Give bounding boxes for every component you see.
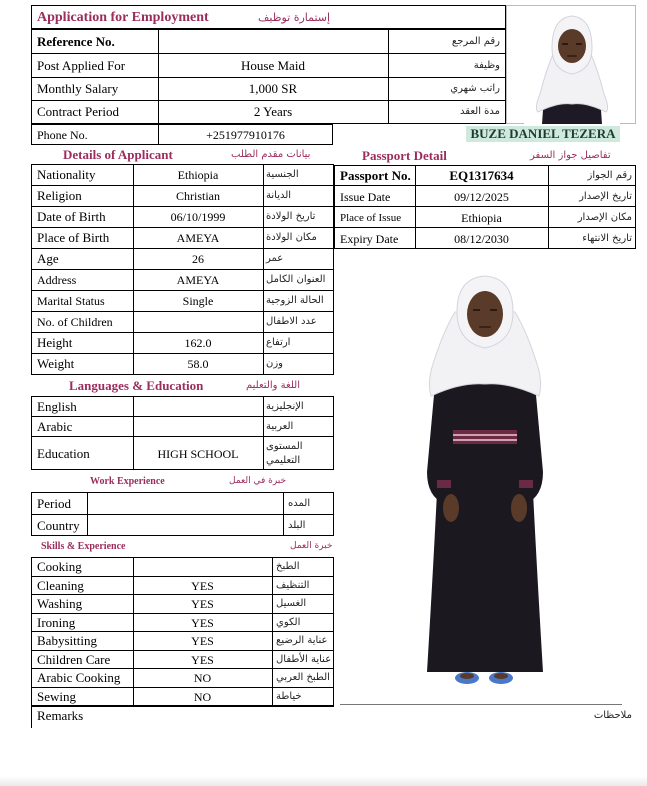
address-label: Address bbox=[37, 273, 77, 287]
education-label: Education bbox=[37, 446, 90, 461]
applicant-section-title: Details of Applicant bbox=[63, 147, 173, 162]
cleaning-ar: التنظيف bbox=[276, 580, 310, 591]
period-label: Period bbox=[37, 496, 71, 511]
marital-ar: الحالة الزوجية bbox=[266, 295, 324, 306]
education-ar: المستوى التعليمي bbox=[266, 441, 303, 466]
religion-ar: الديانة bbox=[266, 190, 292, 201]
age-ar: عمر bbox=[266, 253, 284, 264]
address-ar: العنوان الكامل bbox=[266, 274, 326, 285]
issue-date-value: 09/12/2025 bbox=[454, 190, 509, 204]
salary-label: Monthly Salary bbox=[37, 81, 119, 96]
passport-no-ar: رقم الجواز bbox=[587, 170, 632, 181]
dob-ar: تاريخ الولادة bbox=[266, 211, 316, 222]
work-section-title-ar: خبرة في العمل bbox=[229, 476, 287, 486]
english-ar: الإنجليزية bbox=[266, 401, 304, 412]
pob-ar: مكان الولادة bbox=[266, 232, 317, 243]
height-label: Height bbox=[37, 335, 73, 350]
post-value: House Maid bbox=[241, 58, 305, 73]
remarks-label: Remarks bbox=[37, 708, 84, 723]
period-ar: المده bbox=[288, 498, 311, 509]
children-care-label: Children Care bbox=[37, 652, 111, 667]
salary-value: 1,000 SR bbox=[248, 81, 298, 96]
ironing-value: YES bbox=[191, 616, 214, 630]
cleaning-label: Cleaning bbox=[37, 578, 84, 593]
page-bottom-edge bbox=[0, 776, 647, 786]
phone-label: Phone No. bbox=[37, 128, 88, 142]
work-section-title: Work Experience bbox=[90, 476, 165, 487]
photo-baseline bbox=[340, 704, 622, 705]
post-label: Post Applied For bbox=[37, 58, 126, 73]
height-ar: ارتفاع bbox=[266, 337, 291, 348]
contract-value: 2 Years bbox=[253, 104, 293, 119]
sewing-value: NO bbox=[193, 690, 212, 704]
education-value: HIGH SCHOOL bbox=[157, 447, 239, 461]
nationality-value: Ethiopia bbox=[177, 168, 219, 182]
place-of-issue-label: Place of Issue bbox=[340, 212, 402, 224]
arabic-cooking-ar: الطبخ العربي bbox=[276, 672, 330, 683]
form-title-ar: إستمارة توظيف bbox=[258, 11, 331, 24]
children-care-value: YES bbox=[191, 653, 214, 667]
pob-label: Place of Birth bbox=[37, 230, 110, 245]
languages-section-title-ar: اللغة والتعليم bbox=[246, 380, 300, 391]
weight-label: Weight bbox=[37, 356, 75, 371]
dob-label: Date of Birth bbox=[37, 209, 106, 224]
children-label: No. of Children bbox=[37, 315, 113, 329]
applicant-photo-small bbox=[524, 12, 620, 124]
remarks-ar: ملاحظات bbox=[593, 710, 632, 721]
arabic-label: Arabic bbox=[37, 419, 73, 434]
babysitting-label: Babysitting bbox=[37, 633, 97, 648]
country-ar: البلد bbox=[288, 520, 306, 531]
salary-ar: راتب شهري bbox=[450, 83, 500, 94]
weight-value: 58.0 bbox=[187, 357, 209, 371]
children-care-ar: عناية الأطفال bbox=[276, 654, 332, 665]
age-label: Age bbox=[37, 251, 59, 266]
sewing-ar: خياطة bbox=[276, 691, 302, 702]
ironing-label: Ironing bbox=[37, 615, 76, 630]
pob-value: AMEYA bbox=[176, 231, 220, 245]
cooking-label: Cooking bbox=[37, 559, 82, 574]
expiry-date-label: Expiry Date bbox=[340, 232, 399, 246]
address-value: AMEYA bbox=[176, 273, 220, 287]
nationality-label: Nationality bbox=[37, 167, 96, 182]
babysitting-value: YES bbox=[191, 634, 214, 648]
place-of-issue-ar: مكان الإصدار bbox=[577, 212, 632, 223]
age-value: 26 bbox=[192, 252, 204, 266]
passport-section-title: Passport Detail bbox=[362, 148, 447, 163]
post-ar: وظيفة bbox=[473, 60, 500, 71]
passport-section-title-ar: تفاصيل جواز السفر bbox=[530, 150, 611, 161]
english-label: English bbox=[37, 399, 77, 414]
languages-section-title: Languages & Education bbox=[69, 378, 204, 393]
arabic-cooking-value: NO bbox=[193, 671, 212, 685]
skills-section-title: Skills & Experience bbox=[41, 541, 126, 552]
country-label: Country bbox=[37, 518, 80, 533]
religion-label: Religion bbox=[37, 188, 82, 203]
dob-value: 06/10/1999 bbox=[170, 210, 226, 224]
marital-value: Single bbox=[182, 294, 214, 308]
expiry-date-value: 08/12/2030 bbox=[454, 232, 509, 246]
cleaning-value: YES bbox=[191, 579, 214, 593]
applicant-section-title-ar: بيانات مقدم الطلب bbox=[231, 149, 311, 160]
form-title: Application for Employment bbox=[37, 10, 209, 25]
expiry-date-ar: تاريخ الانتهاء bbox=[582, 233, 632, 244]
washing-value: YES bbox=[191, 597, 214, 611]
arabic-cooking-label: Arabic Cooking bbox=[37, 670, 121, 685]
marital-label: Marital Status bbox=[37, 294, 105, 308]
reference-ar: رقم المرجع bbox=[451, 36, 500, 47]
religion-value: Christian bbox=[176, 189, 220, 203]
height-value: 162.0 bbox=[184, 336, 212, 350]
children-ar: عدد الاطفال bbox=[266, 316, 317, 327]
skills-section-title-ar: خبرة العمل bbox=[290, 541, 333, 551]
issue-date-ar: تاريخ الإصدار bbox=[579, 191, 632, 202]
applicant-photo-full bbox=[405, 272, 565, 696]
issue-date-label: Issue Date bbox=[340, 190, 391, 204]
washing-ar: الغسيل bbox=[276, 598, 307, 609]
ironing-ar: الكوي bbox=[276, 617, 301, 628]
contract-ar: مدة العقد bbox=[460, 106, 500, 117]
weight-ar: وزن bbox=[266, 358, 284, 369]
passport-no-value: EQ1317634 bbox=[449, 168, 514, 183]
applicant-name: BUZE DANIEL TEZERA bbox=[470, 126, 616, 141]
babysitting-ar: عناية الرضيع bbox=[276, 635, 328, 646]
arabic-ar: العربية bbox=[266, 421, 294, 432]
place-of-issue-value: Ethiopia bbox=[461, 211, 502, 225]
phone-value: +251977910176 bbox=[206, 128, 285, 142]
cooking-ar: الطبخ bbox=[276, 561, 300, 572]
reference-label: Reference No. bbox=[37, 34, 115, 49]
sewing-label: Sewing bbox=[37, 689, 76, 704]
passport-no-label: Passport No. bbox=[340, 168, 411, 183]
nationality-ar: الجنسية bbox=[266, 169, 299, 180]
washing-label: Washing bbox=[37, 596, 83, 611]
contract-label: Contract Period bbox=[37, 104, 119, 119]
